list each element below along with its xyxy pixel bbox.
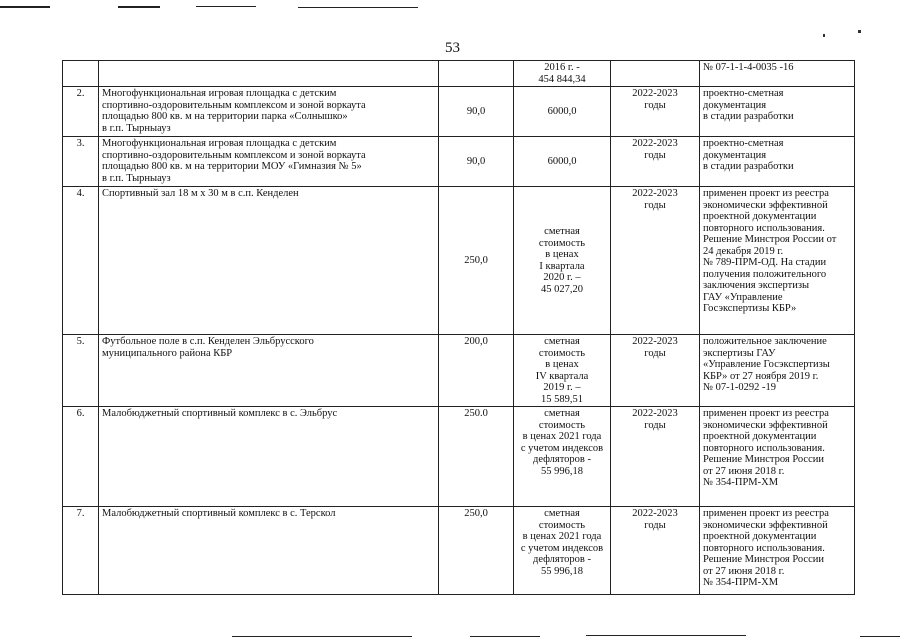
scan-edge-top-2 bbox=[118, 6, 160, 8]
object-years: 2022-2023 годы bbox=[611, 507, 700, 595]
object-cost: 6000,0 bbox=[514, 137, 611, 187]
table-row bbox=[63, 335, 855, 407]
row-number: 5. bbox=[63, 335, 99, 407]
scan-edge-bottom-4 bbox=[860, 636, 900, 637]
scan-edge-top-1 bbox=[0, 6, 50, 8]
object-years: 2022-2023 годы bbox=[611, 187, 700, 335]
scan-speck-1 bbox=[823, 34, 825, 37]
object-years bbox=[611, 61, 700, 87]
table-row bbox=[63, 407, 855, 507]
object-cost: сметная стоимость в ценах IV квартала 2019 г. – 15 589,51 bbox=[514, 335, 611, 407]
object-name: Многофункциональная игровая площадка с детским спортивно-оздоровительным комплексом и зоной воркаута площадью 800 кв. м на территории парка «Солнышко» в г.п. Тырныауз bbox=[99, 87, 439, 137]
object-area: 250,0 bbox=[439, 507, 514, 595]
object-status: проектно-сметная документация в стадии разработки bbox=[700, 87, 855, 137]
object-years: 2022-2023 годы bbox=[611, 335, 700, 407]
scan-edge-top-3 bbox=[196, 6, 256, 7]
object-cost: сметная стоимость в ценах 2021 года с учетом индексов дефляторов - 55 996,18 bbox=[514, 407, 611, 507]
scan-edge-bottom-2 bbox=[470, 636, 540, 637]
object-name: Спортивный зал 18 м х 30 м в с.п. Кенделен bbox=[99, 187, 439, 335]
object-status: применен проект из реестра экономически эффективной проектной документации повторного использования. Решение Минстроя России от 24 декабря 2019 г. № 789-ПРМ-ОД. На стадии получения положительного заключения экспертизы ГАУ «Управление Госэкспертизы КБР» bbox=[700, 187, 855, 335]
row-number bbox=[63, 61, 99, 87]
object-years: 2022-2023 годы bbox=[611, 87, 700, 137]
object-status: положительное заключение экспертизы ГАУ «Управление Госэкспертизы КБР» от 27 ноября 2019 г. № 07-1-0292 -19 bbox=[700, 335, 855, 407]
object-status: применен проект из реестра экономически эффективной проектной документации повторного использования. Решение Минстроя России от 27 июня 2018 г. № 354-ПРМ-ХМ bbox=[700, 507, 855, 595]
object-cost: 2016 г. - 454 844,34 bbox=[514, 61, 611, 87]
table-row bbox=[63, 137, 855, 187]
object-status: применен проект из реестра экономически эффективной проектной документации повторного использования. Решение Минстроя России от 27 июня 2018 г. № 354-ПРМ-ХМ bbox=[700, 407, 855, 507]
object-status: проектно-сметная документация в стадии разработки bbox=[700, 137, 855, 187]
row-number: 3. bbox=[63, 137, 99, 187]
scan-edge-bottom-3 bbox=[586, 635, 746, 636]
facilities-table bbox=[62, 60, 855, 595]
object-name: Футбольное поле в с.п. Кенделен Эльбрусского муниципального района КБР bbox=[99, 335, 439, 407]
object-area bbox=[439, 61, 514, 87]
object-cost: сметная стоимость в ценах 2021 года с учетом индексов дефляторов - 55 996,18 bbox=[514, 507, 611, 595]
row-number: 7. bbox=[63, 507, 99, 595]
scan-edge-bottom-1 bbox=[232, 636, 412, 637]
object-cost: сметная стоимость в ценах I квартала 2020 г. – 45 027,20 bbox=[514, 187, 611, 335]
object-years: 2022-2023 годы bbox=[611, 137, 700, 187]
table-row bbox=[63, 87, 855, 137]
row-number: 4. bbox=[63, 187, 99, 335]
object-area: 250,0 bbox=[439, 187, 514, 335]
table-row bbox=[63, 187, 855, 335]
table-row-continuation bbox=[63, 61, 855, 87]
page-number: 53 bbox=[445, 40, 460, 56]
object-name: Малобюджетный спортивный комплекс в с. Эльбрус bbox=[99, 407, 439, 507]
object-name: Малобюджетный спортивный комплекс в с. Терскол bbox=[99, 507, 439, 595]
row-number: 6. bbox=[63, 407, 99, 507]
scan-edge-top-4 bbox=[298, 7, 418, 8]
object-cost: 6000,0 bbox=[514, 87, 611, 137]
object-name: Многофункциональная игровая площадка с детским спортивно-оздоровительным комплексом и зоной воркаута площадью 800 кв. м на территории МОУ «Гимназия № 5» в г.п. Тырныауз bbox=[99, 137, 439, 187]
row-number: 2. bbox=[63, 87, 99, 137]
object-area: 90,0 bbox=[439, 87, 514, 137]
object-area: 250.0 bbox=[439, 407, 514, 507]
object-status: № 07-1-1-4-0035 -16 bbox=[700, 61, 855, 87]
scan-speck-2 bbox=[858, 30, 861, 33]
table-row bbox=[63, 507, 855, 595]
object-area: 200,0 bbox=[439, 335, 514, 407]
object-years: 2022-2023 годы bbox=[611, 407, 700, 507]
object-area: 90,0 bbox=[439, 137, 514, 187]
object-name bbox=[99, 61, 439, 87]
